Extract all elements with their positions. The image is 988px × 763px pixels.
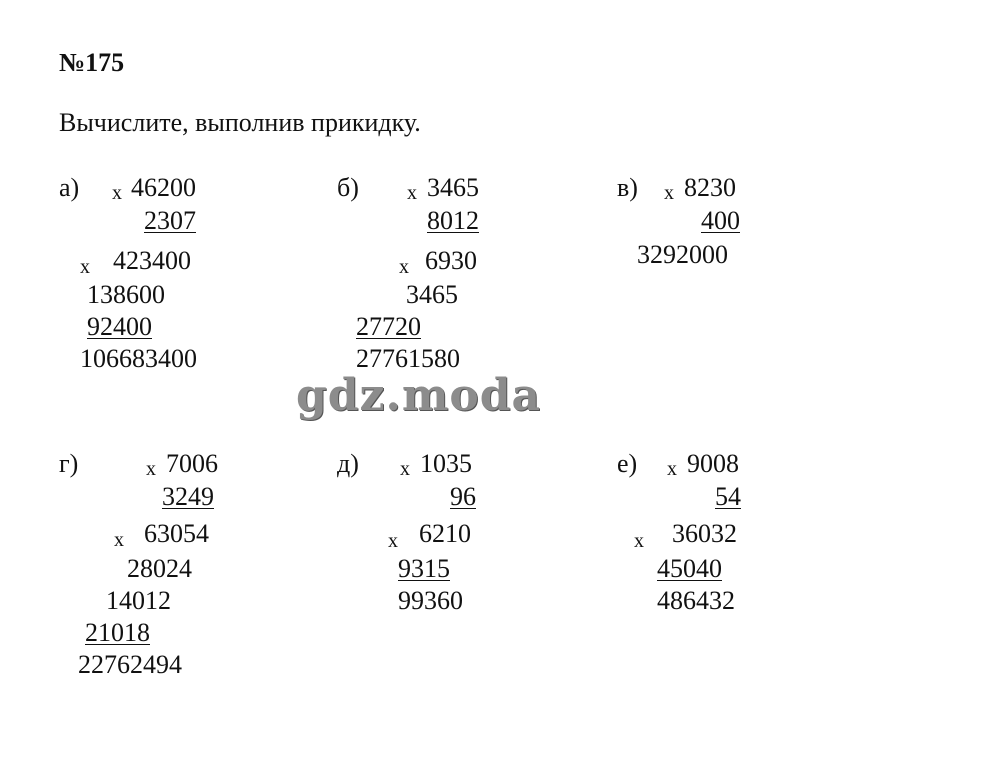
problem-label: а) xyxy=(59,173,80,202)
times-sign: x xyxy=(667,458,677,480)
times-sign: x xyxy=(114,529,124,551)
partial-product: 21018 xyxy=(85,618,150,647)
product-result: 99360 xyxy=(398,586,463,615)
factor-1: 8230 xyxy=(684,173,736,202)
watermark-logo: gdz.moda xyxy=(296,370,542,421)
factor-2: 8012 xyxy=(427,206,479,235)
product-result: 22762494 xyxy=(78,650,182,679)
partial-product: 14012 xyxy=(106,586,171,615)
factor-2: 3249 xyxy=(162,482,214,511)
partial-product: 45040 xyxy=(657,554,722,583)
factor-2: 54 xyxy=(715,482,741,511)
factor-2: 400 xyxy=(701,206,740,235)
factor-1: 3465 xyxy=(427,173,479,202)
partial-product: 27720 xyxy=(356,312,421,341)
problem-label: д) xyxy=(337,449,359,478)
partial-product: 3465 xyxy=(406,280,458,309)
factor-2: 96 xyxy=(450,482,476,511)
product-result: 3292000 xyxy=(637,240,728,269)
factor-1: 1035 xyxy=(420,449,472,478)
times-sign: x xyxy=(634,530,644,552)
times-sign: x xyxy=(664,182,674,204)
partial-product: 28024 xyxy=(127,554,192,583)
partial-product: 6930 xyxy=(425,246,477,275)
product-result: 486432 xyxy=(657,586,735,615)
factor-1: 9008 xyxy=(687,449,739,478)
times-sign: x xyxy=(80,256,90,278)
times-sign: x xyxy=(407,182,417,204)
times-sign: x xyxy=(400,458,410,480)
partial-product: 138600 xyxy=(87,280,165,309)
times-sign: x xyxy=(112,182,122,204)
instruction-text: Вычислите, выполнив прикидку. xyxy=(59,108,421,137)
problem-label: г) xyxy=(59,449,79,478)
factor-1: 46200 xyxy=(131,173,196,202)
problem-label: е) xyxy=(617,449,638,478)
partial-product: 6210 xyxy=(419,519,471,548)
times-sign: x xyxy=(399,256,409,278)
factor-1: 7006 xyxy=(166,449,218,478)
problem-label: б) xyxy=(337,173,359,202)
partial-product: 92400 xyxy=(87,312,152,341)
problem-label: в) xyxy=(617,173,638,202)
partial-product: 423400 xyxy=(113,246,191,275)
problem-number: №175 xyxy=(59,48,125,77)
product-result: 27761580 xyxy=(356,344,460,373)
partial-product: 36032 xyxy=(672,519,737,548)
product-result: 106683400 xyxy=(80,344,197,373)
factor-2: 2307 xyxy=(144,206,196,235)
times-sign: x xyxy=(388,530,398,552)
times-sign: x xyxy=(146,458,156,480)
partial-product: 9315 xyxy=(398,554,450,583)
partial-product: 63054 xyxy=(144,519,209,548)
